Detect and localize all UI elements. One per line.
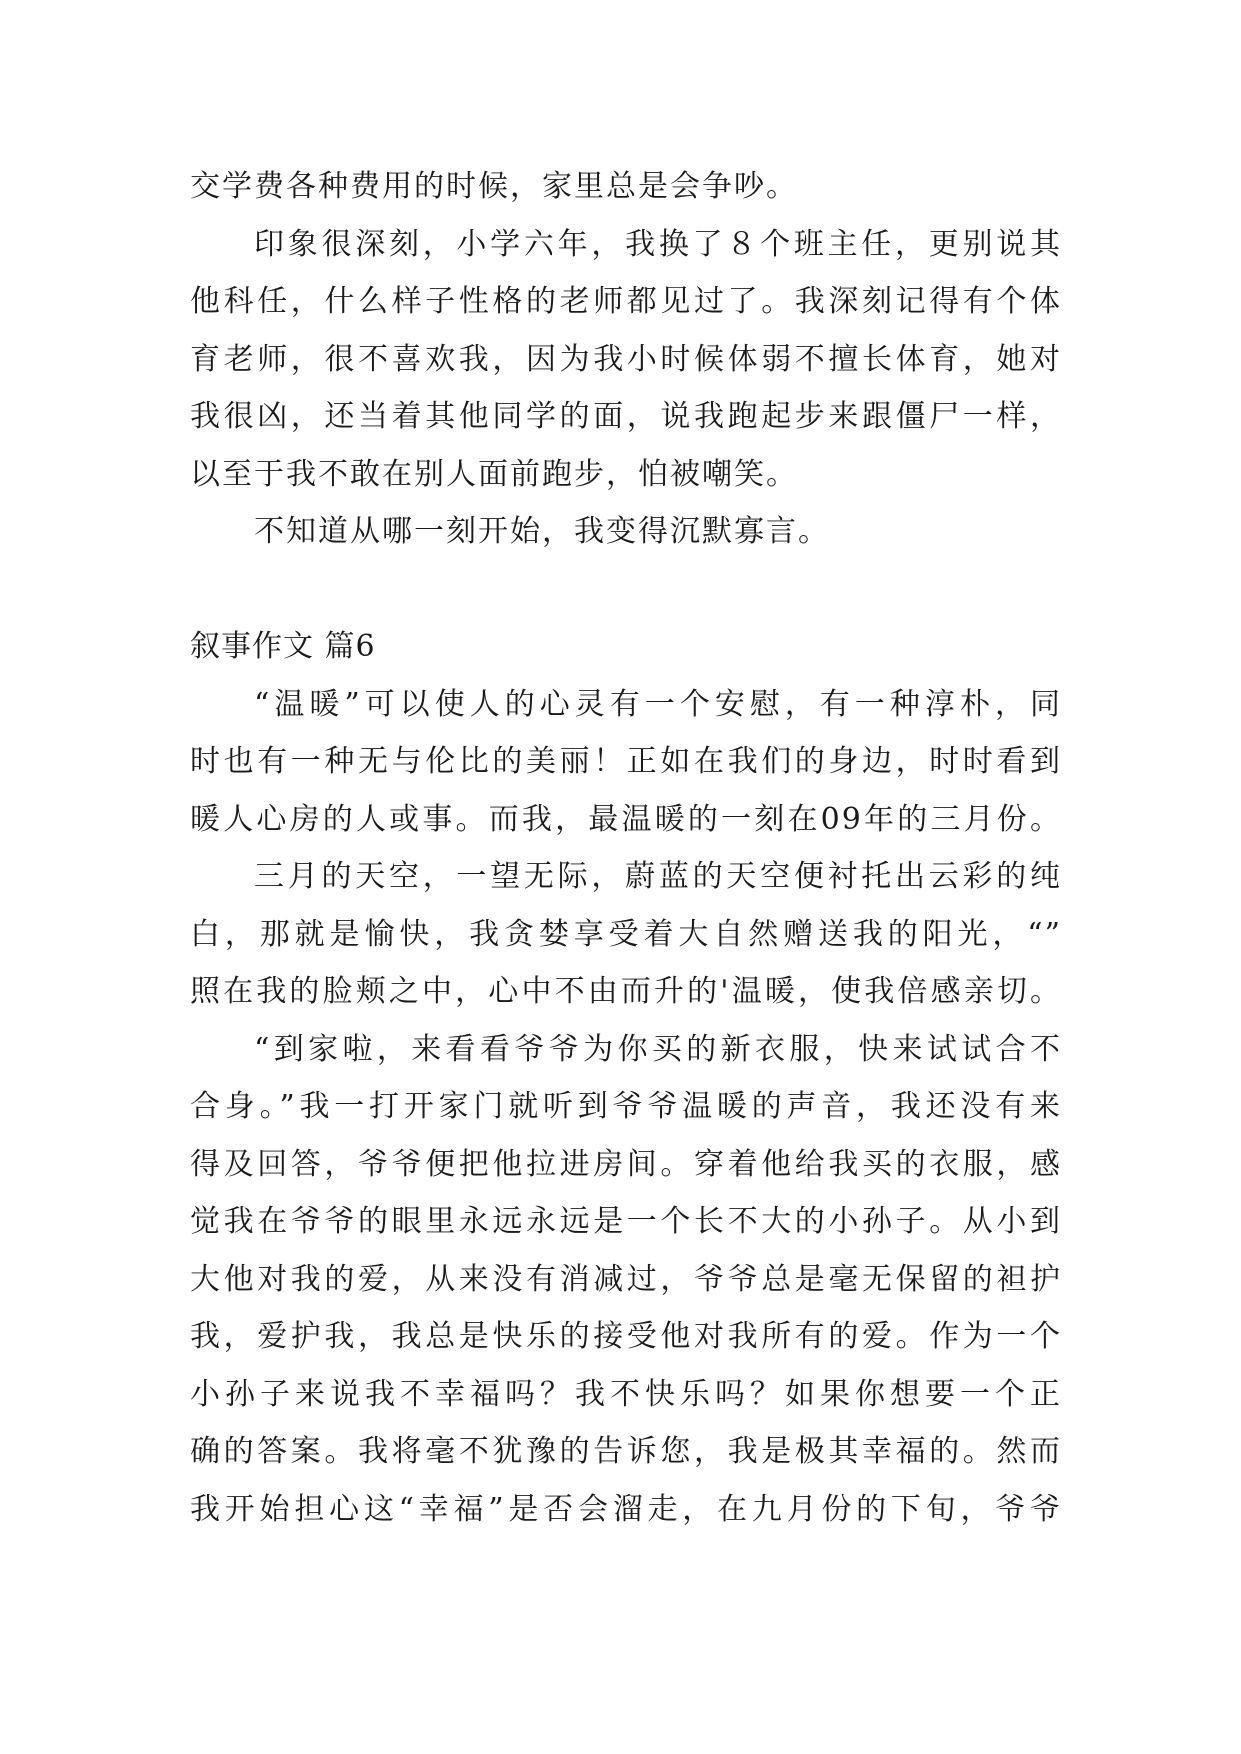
- paragraph-line: 我，爱护我，我总是快乐的接受他对我所有的爱。作为一个: [190, 1319, 1062, 1354]
- paragraph-line: 他科任，什么样子性格的老师都见过了。我深刻记得有个体: [190, 284, 1062, 319]
- paragraph-line: 三月的天空，一望无际，蔚蓝的天空便衬托出云彩的纯: [254, 859, 1062, 894]
- paragraph-line: 我开始担心这“幸福”是否会溜走，在九月份的下旬，爷爷: [190, 1491, 1062, 1527]
- paragraph-line: 不知道从哪一刻开始，我变得沉默寡言。: [254, 514, 830, 549]
- paragraph-line: 交学费各种费用的时候，家里总是会争吵。: [190, 169, 798, 204]
- paragraph-line: 时也有一种无与伦比的美丽！正如在我们的身边，时时看到: [190, 744, 1062, 779]
- paragraph-line: 印象很深刻，小学六年，我换了８个班主任，更别说其: [254, 226, 1062, 262]
- paragraph-line: 暖人心房的人或事。而我，最温暖的一刻在09年的三月份。: [190, 801, 1062, 837]
- paragraph-line: 得及回答，爷爷便把他拉进房间。穿着他给我买的衣服，感: [190, 1146, 1062, 1182]
- paragraph-line: “到家啦，来看看爷爷为你买的新衣服，快来试试合不: [254, 1031, 1062, 1067]
- paragraph-line: 确的答案。我将毫不犹豫的告诉您，我是极其幸福的。然而: [190, 1434, 1062, 1469]
- document-body: [190, 158, 1062, 1538]
- paragraph-line: 照在我的脸颊之中，心中不由而升的'温暖，使我倍感亲切。: [190, 974, 1062, 1009]
- paragraph-line: 合身。”我一打开家门就听到爷爷温暖的声音，我还没有来: [190, 1089, 1062, 1124]
- section-spacer: [190, 561, 1062, 619]
- paragraph-line: 大他对我的爱，从来没有消减过，爷爷总是毫无保留的袒护: [190, 1261, 1062, 1297]
- paragraph-line: 觉我在爷爷的眼里永远永远是一个长不大的小孙子。从小到: [190, 1204, 1062, 1239]
- paragraph-line: 以至于我不敢在别人面前跑步，怕被嘲笑。: [190, 456, 798, 492]
- paragraph-line: 我很凶，还当着其他同学的面，说我跑起步来跟僵尸一样，: [190, 399, 1062, 434]
- paragraph-line: 小孙子来说我不幸福吗？我不快乐吗？如果你想要一个正: [190, 1376, 1062, 1412]
- paragraph-line: “温暖”可以使人的心灵有一个安慰，有一种淳朴，同: [254, 686, 1062, 722]
- paragraph-line: 育老师，很不喜欢我，因为我小时候体弱不擅长体育，她对: [190, 341, 1062, 377]
- section-heading: 叙事作文 篇6: [190, 629, 376, 664]
- paragraph-line: 白，那就是愉快，我贪婪享受着大自然赠送我的阳光，“”: [190, 916, 1062, 952]
